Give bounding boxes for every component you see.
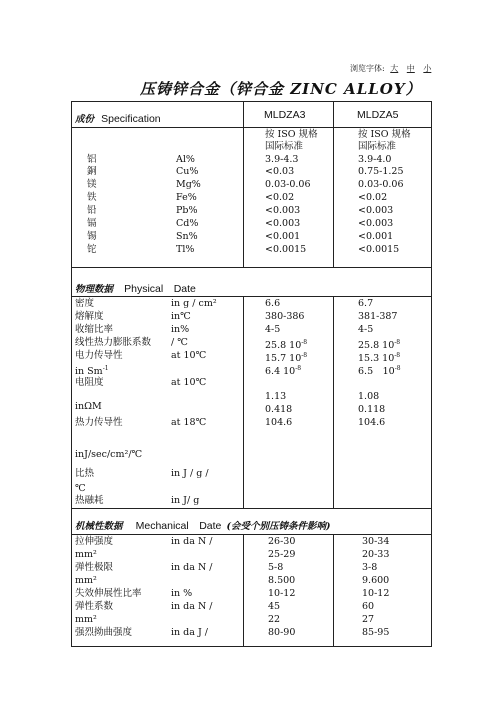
mechanical-header-cn: 机械性数据 [75,521,123,532]
physical-property-name: 电力传导性 [75,350,123,361]
physical-value-a: 380-386 [265,311,305,322]
physical-property-unit: in g / cm² [171,298,217,309]
physical-property-unit: at 10℃ [171,377,207,388]
spec-element-unit: Mg% [176,179,201,190]
mechanical-header-note: (会受个别压铸条件影响) [226,521,331,532]
mechanical-property-name: 失效伸展性比率 [75,588,142,599]
spec-value-b: 3.9-4.0 [358,154,392,165]
physical-header [75,277,196,296]
mechanical-value-a: 26-30 [268,536,296,547]
physical-value-b: 25.8 $10^{-8}$ [358,339,401,352]
spec-value-b: <0.003 [358,218,394,229]
mechanical-header [75,514,331,533]
physical-value-a: 25.8 $10^{-8}$ [265,339,308,352]
col-divider-1b [243,296,244,508]
mechanical-value-a: 45 [268,601,281,612]
spec-value-a: <0.001 [265,231,301,242]
mechanical-value-b: 20-33 [362,549,390,560]
physical-value-b: 381-387 [358,311,398,322]
spec-value-a: 0.03-0.06 [265,179,311,190]
mechanical-value-b: 85-95 [362,627,390,638]
spec-element-name: 铅 [87,205,97,216]
spec-element-name: 镉 [87,218,97,229]
exponent: -8 [394,339,401,346]
spec-value-b: 0.03-0.06 [358,179,404,190]
physical-property-name: 电阻度 [75,377,104,388]
physical-property-name: 线性热力膨胀系数 [75,337,152,348]
physical-value-a: 15.7 $10^{-8}$ [265,352,308,365]
physical-value-b: 15.3 $10^{-8}$ [358,352,401,365]
font-size-small-link[interactable]: 小 [423,64,432,73]
spec-element-name: 铊 [87,244,97,255]
spec-value-a: <0.0015 [265,244,307,255]
physical-property-name: 热力传导性 [75,417,123,428]
mechanical-value-a: 22 [268,614,281,625]
mechanical-property-unit: in % [171,588,193,599]
physical-value-b: 6.7 [358,298,374,309]
spec-element-unit: Tl% [176,244,195,255]
physical-property-unit: in J / g / [171,468,209,479]
physical-property-name: 密度 [75,298,95,309]
col-divider-2c [333,534,334,646]
mechanical-property-name: 强烈拗曲强度 [75,627,133,638]
mechanical-value-a: 5-8 [268,562,284,573]
font-size-bar [350,63,431,74]
col-divider-2 [333,101,334,267]
col-divider-1 [243,101,244,267]
spec-element-name: 銅 [87,166,97,177]
physical-value-a: 0.418 [265,404,293,415]
spec-element-unit: Sn% [176,231,198,242]
physical-property-name: 比热 [75,468,95,479]
spec-value-a: <0.02 [265,192,295,203]
column-header-a: MLDZA3 [264,109,306,121]
spec-value-b: <0.003 [358,205,394,216]
physical-value-a: 6.6 [265,298,281,309]
mechanical-property-name: 弹性极限 [75,562,114,573]
spec-value-a: <0.003 [265,218,301,229]
physical-property-unit: in J/ g [171,495,200,506]
physical-property-unit: in℃ [171,311,191,322]
mechanical-property-unit: in da J / [171,627,208,638]
font-size-medium-link[interactable]: 中 [406,64,415,73]
physical-property-name: in $Sm^{-1}$ [75,365,109,378]
physical-header-en: Physical Date [124,283,196,295]
mechanical-value-b: 60 [362,601,375,612]
physical-property-name: 热融耗 [75,495,104,506]
mechanical-value-b: 9.600 [362,575,390,586]
exponent: -8 [295,365,302,372]
row-divider-mech-header [71,534,432,535]
physical-value-b: 4-5 [358,324,374,335]
spec-element-unit: Al% [176,154,195,165]
spec-element-unit: Cd% [176,218,199,229]
spec-element-unit: Cu% [176,166,199,177]
spec-value-a: <0.03 [265,166,295,177]
exponent: -1 [102,365,109,372]
physical-property-name: ℃ [75,483,86,494]
row-divider-spec [71,267,432,268]
spec-value-b: <0.001 [358,231,394,242]
physical-property-name: inΩM [75,401,102,412]
mechanical-value-b: 10-12 [362,588,390,599]
physical-value-a: 4-5 [265,324,281,335]
physical-property-name: inJ/sec/cm²/℃ [75,449,143,460]
mechanical-value-a: 10-12 [268,588,296,599]
physical-value-b: 104.6 [358,417,386,428]
mechanical-value-b: 30-34 [362,536,390,547]
spec-element-unit: Fe% [176,192,197,203]
physical-property-unit: / ℃ [171,337,188,348]
physical-value-a: 1.13 [265,391,287,402]
row-divider-physical [71,508,432,509]
physical-value-a: 6.4 $10^{-8}$ [265,365,302,378]
standard-a: 按 ISO 规格 国际标准 [265,129,318,152]
font-size-label: 浏览字体: [350,64,385,73]
standard-b: 按 ISO 规格 国际标准 [358,129,411,152]
col-divider-2b [333,296,334,508]
mechanical-property-name: mm² [75,614,97,625]
spec-value-b: <0.0015 [358,244,400,255]
exponent: -8 [301,339,308,346]
physical-property-unit: at 18℃ [171,417,207,428]
spec-element-name: 锡 [87,231,97,242]
spec-header-cn: 成份 [75,114,95,125]
spec-element-unit: Pb% [176,205,198,216]
spec-header-en: Specification [101,113,161,125]
spec-header [75,107,161,126]
spec-value-b: 0.75-1.25 [358,166,404,177]
physical-property-unit: in% [171,324,190,335]
spec-value-b: <0.02 [358,192,388,203]
physical-value-b: 0.118 [358,404,386,415]
physical-property-name: 熔解度 [75,311,104,322]
physical-property-name: 收缩比率 [75,324,114,335]
mechanical-value-b: 3-8 [362,562,378,573]
mechanical-property-name: 弹性系数 [75,601,114,612]
exponent: -8 [394,352,401,359]
physical-header-cn: 物理数据 [75,284,114,295]
spec-element-name: 铁 [87,192,97,203]
mechanical-property-name: mm² [75,549,97,560]
mechanical-property-unit: in da N / [171,536,213,547]
column-header-b: MLDZA5 [357,109,399,121]
mechanical-value-b: 27 [362,614,375,625]
spec-element-name: 镁 [87,179,97,190]
spec-value-a: <0.003 [265,205,301,216]
mechanical-value-a: 80-90 [268,627,296,638]
physical-value-b: 6.5 $10^{-8}$ [358,365,401,378]
mechanical-property-unit: in da N / [171,562,213,573]
mechanical-property-name: 拉伸强度 [75,536,114,547]
spec-value-a: 3.9-4.3 [265,154,299,165]
exponent: -8 [394,365,401,372]
exponent: -8 [301,352,308,359]
row-divider-header [71,127,432,128]
font-size-large-link[interactable]: 大 [390,64,399,73]
mechanical-property-unit: in da N / [171,601,213,612]
mechanical-property-name: mm² [75,575,97,586]
col-divider-1c [243,534,244,646]
mechanical-header-en: Mechanical Date [135,520,222,532]
physical-property-unit: at 10℃ [171,350,207,361]
row-divider-physical-header [71,296,432,297]
physical-value-a: 104.6 [265,417,293,428]
spec-element-name: 铝 [87,154,97,165]
mechanical-value-a: 8.500 [268,575,296,586]
page-title: 压铸锌合金（锌合金 ZINC ALLOY） [140,80,422,98]
physical-value-b: 1.08 [358,391,380,402]
mechanical-value-a: 25-29 [268,549,296,560]
